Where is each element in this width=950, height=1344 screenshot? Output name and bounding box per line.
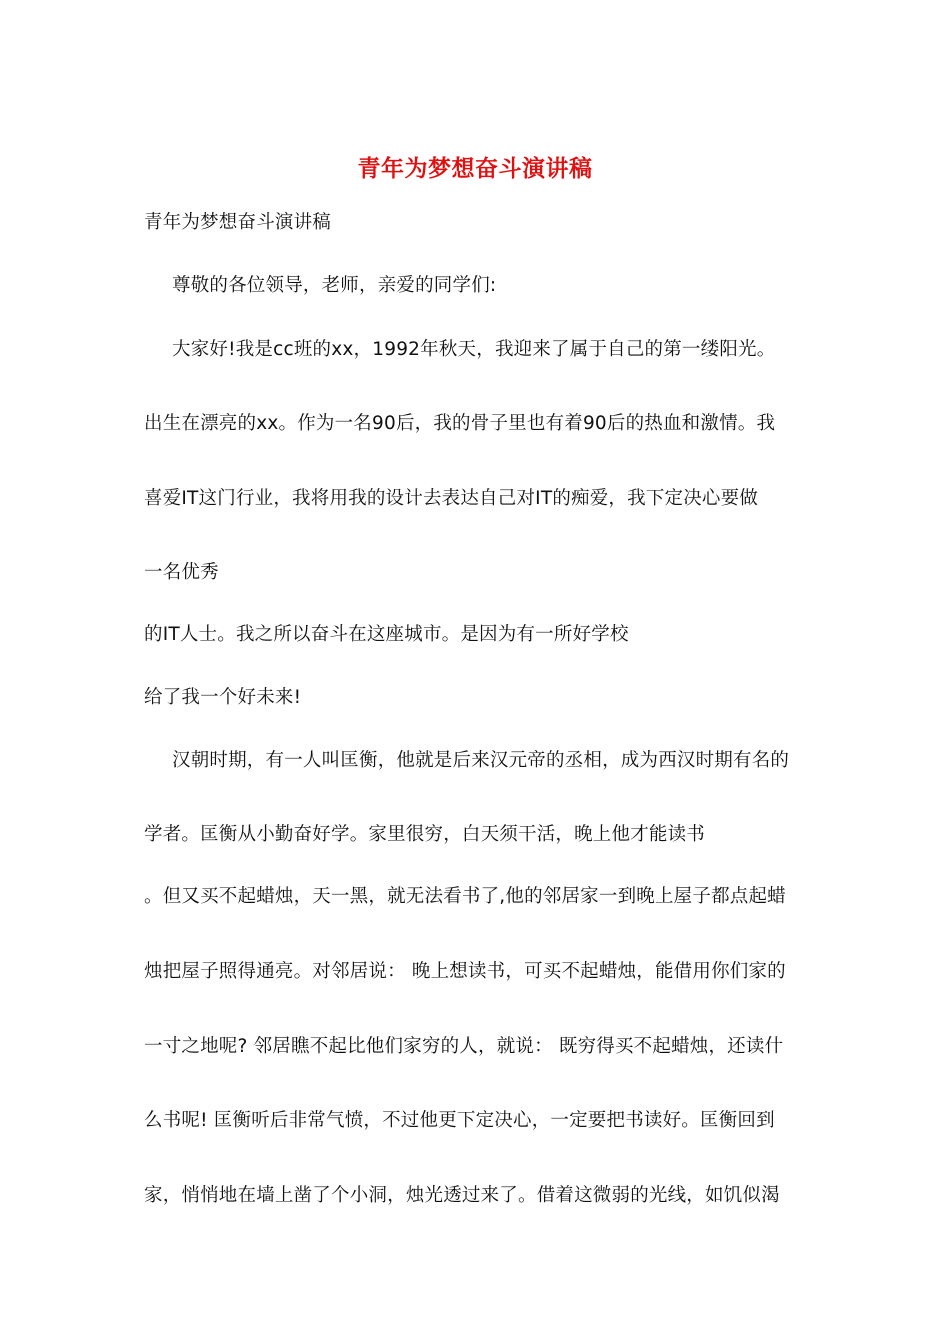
paragraph-line: 么书呢! 匡衡听后非常气愤，不过他更下定决心，一定要把书读好。匡衡回到 (144, 1110, 775, 1131)
paragraph-line: 的IT人士。我之所以奋斗在这座城市。是因为有一所好学校 (144, 624, 629, 645)
paragraph-line: 一寸之地呢? 邻居瞧不起比他们家穷的人，就说： 既穷得买不起蜡烛，还读什 (144, 1036, 784, 1057)
paragraph-line: 喜爱IT这门行业，我将用我的设计去表达自己对IT的痴爱，我下定决心要做 (144, 488, 759, 509)
subtitle-line: 青年为梦想奋斗演讲稿 (144, 212, 332, 233)
paragraph-line: 家，悄悄地在墙上凿了个小洞，烛光透过来了。借着这微弱的光线，如饥似渴 (144, 1185, 780, 1206)
paragraph-line: 出生在漂亮的xx。作为一名90后，我的骨子里也有着90后的热血和激情。我 (144, 413, 776, 434)
paragraph-line: 烛把屋子照得通亮。对邻居说： 晚上想读书，可买不起蜡烛，能借用你们家的 (144, 961, 786, 982)
paragraph-line: 。但又买不起蜡烛，天一黑，就无法看书了,他的邻居家一到晚上屋子都点起蜡 (144, 886, 786, 907)
paragraph-line: 大家好!我是cc班的xx，1992年秋天，我迎来了属于自己的第一缕阳光。 (172, 339, 776, 360)
paragraph-line: 一名优秀 (144, 562, 219, 583)
paragraph-line: 学者。匡衡从小勤奋好学。家里很穷，白天须干活，晚上他才能读书 (144, 824, 706, 845)
paragraph-line: 汉朝时期，有一人叫匡衡，他就是后来汉元帝的丞相，成为西汉时期有名的 (172, 750, 790, 771)
greeting-line: 尊敬的各位领导，老师，亲爱的同学们: (172, 275, 497, 296)
paragraph-line: 给了我一个好未来! (144, 687, 302, 708)
document-title: 青年为梦想奋斗演讲稿 (357, 155, 593, 182)
